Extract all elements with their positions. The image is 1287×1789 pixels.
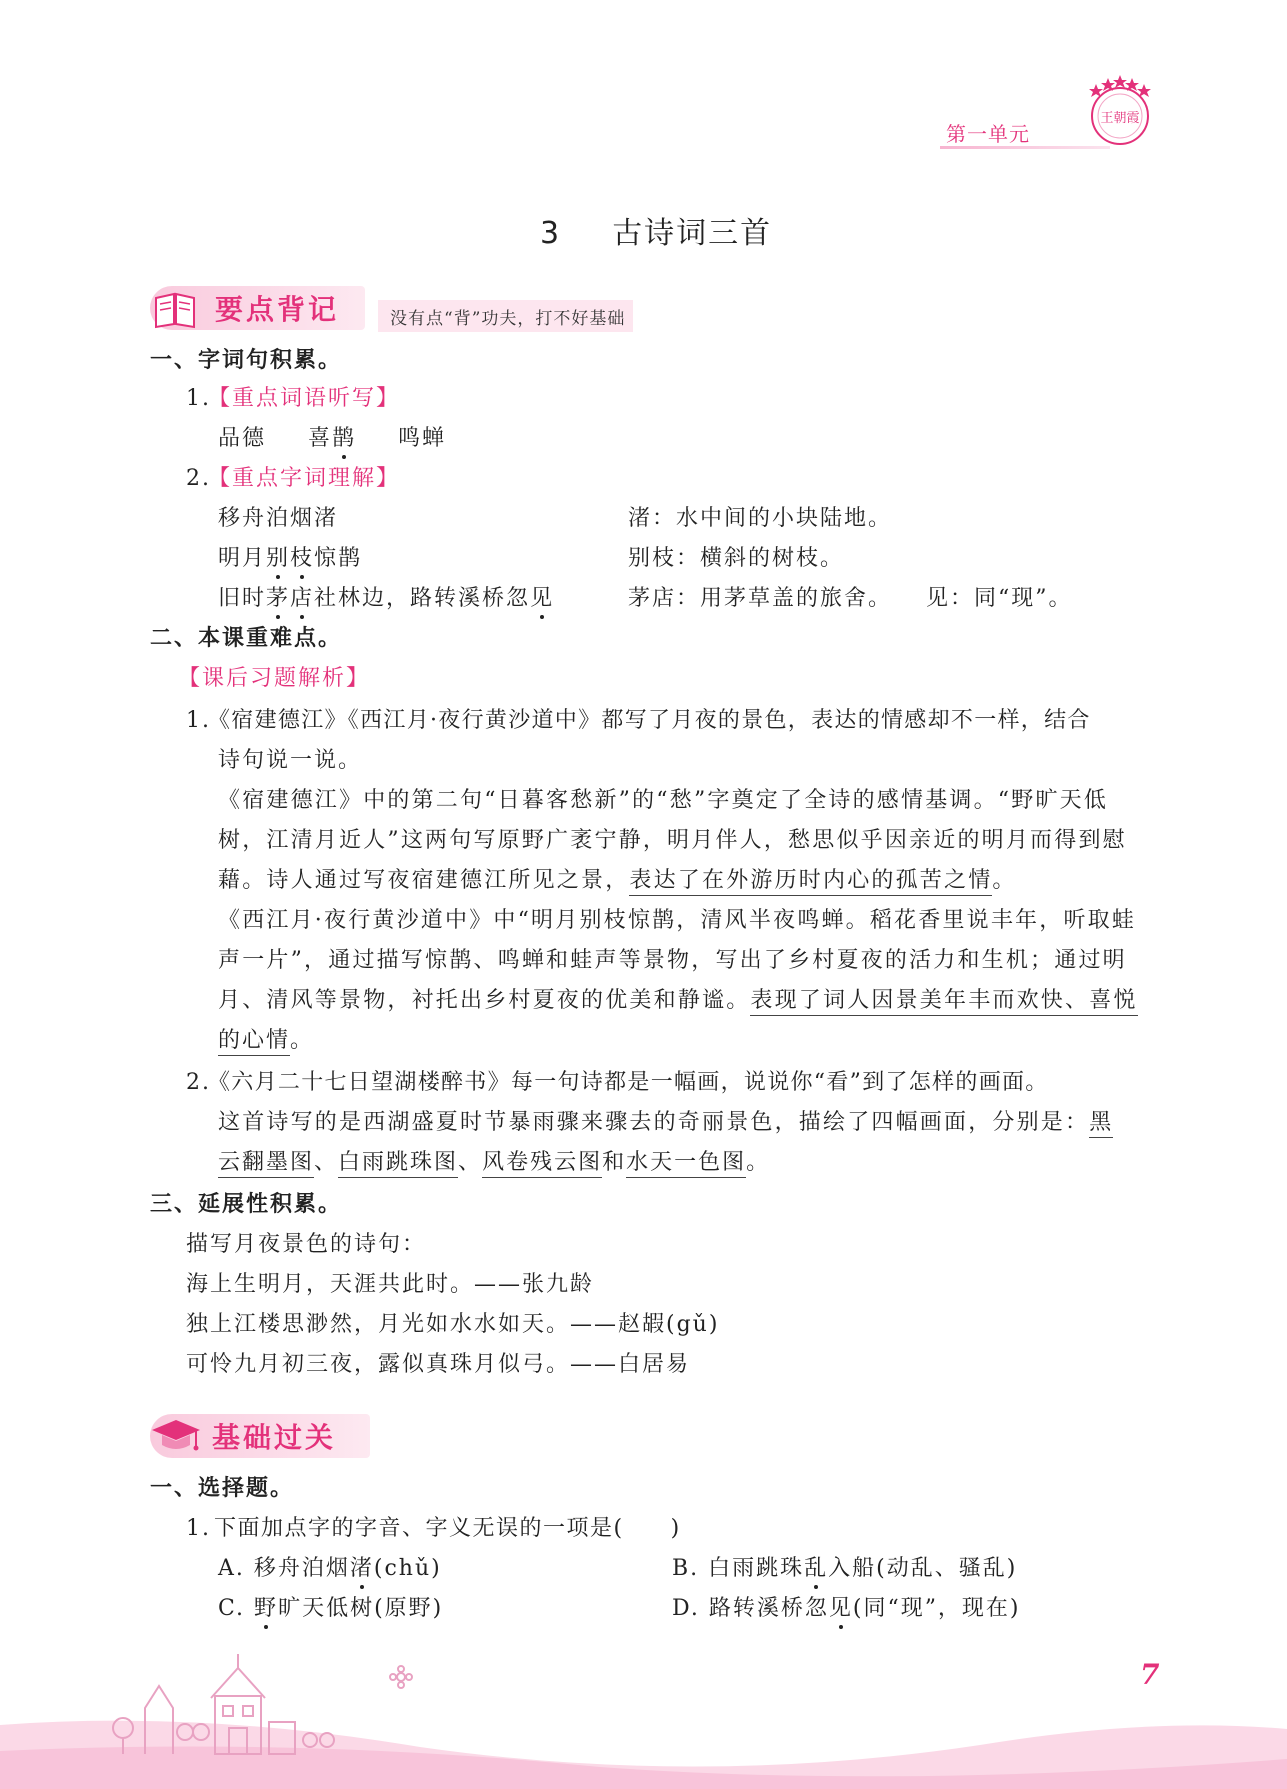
phrase-3: 旧时茅店社林边，路转溪桥忽见 xyxy=(218,584,554,614)
item1-number: 1. xyxy=(186,386,211,411)
answer3-end: 。 xyxy=(746,1150,771,1175)
answer1-line2: 树，江清月近人”这两句写原野广袤宁静，明月伴人，愁思似乎因亲近的明月而得到慰 xyxy=(218,828,1127,853)
analysis-tag: 【课后习题解析】 xyxy=(178,666,371,691)
flower-icon xyxy=(388,1664,414,1690)
answer3-line1-text: 这首诗写的是西湖盛夏时节暴雨骤来骤去的奇丽景色，描绘了四幅画面，分别是： xyxy=(218,1110,1090,1135)
choice-q-text: 下面加点字的字音、字义无误的一项是( ) xyxy=(214,1516,681,1541)
meaning-3b: 见：同“现”。 xyxy=(926,586,1073,611)
page-number: 7 xyxy=(1140,1658,1160,1691)
answer2-underline-end: 的心情 xyxy=(218,1028,290,1056)
answer1-end: 。 xyxy=(992,868,1017,893)
word-1: 品德 xyxy=(218,426,267,451)
answer2-underline: 表现了词人因景美年丰而欢快、喜悦 xyxy=(750,988,1137,1016)
section-title-key-points: 要点背记 xyxy=(215,293,340,326)
item2-number: 2. xyxy=(186,466,211,491)
q2-text: 《六月二十七日望湖楼醉书》每一句诗都是一幅画，说说你“看”到了怎样的画面。 xyxy=(208,1070,1049,1095)
answer2-line2: 声一片”，通过描写惊鹊、鸣蝉和蛙声等景物，写出了乡村夏夜的活力和生机；通过明 xyxy=(218,948,1127,973)
picture-2: 白雨跳珠图 xyxy=(338,1150,458,1178)
q1-line2: 诗句说一说。 xyxy=(218,748,363,773)
answer3-line1 xyxy=(218,1108,1113,1138)
word-3: 鸣蝉 xyxy=(398,426,447,451)
slogan: 没有点“背”功夫，打不好基础 xyxy=(390,309,626,329)
answer1-line3 xyxy=(218,866,1017,896)
item1-tag: 【重点词语听写】 xyxy=(208,386,401,411)
answer1-line3-text: 藉。诗人通过写夜宿建德江所见之景， xyxy=(218,868,630,893)
phrase-1: 移舟泊烟渚 xyxy=(218,506,339,531)
answer2-line4 xyxy=(218,1026,314,1056)
lesson-title xyxy=(540,208,772,252)
answer1-underline: 表达了在外游历时内心的孤苦之情 xyxy=(629,868,992,896)
extension-intro: 描写月夜景色的诗句： xyxy=(186,1232,427,1257)
logo-text: 王朝霞 xyxy=(1100,111,1140,126)
heading-choice: 一、选择题。 xyxy=(150,1476,295,1501)
picture-1: 云翻墨图 xyxy=(218,1150,314,1178)
picture-4: 水天一色图 xyxy=(626,1150,746,1178)
header xyxy=(930,70,1160,150)
answer2-line1: 《西江月·夜行黄沙道中》中“明月别枝惊鹊，清风半夜鸣蝉。稻花香里说丰年，听取蛙 xyxy=(218,908,1137,933)
book-icon xyxy=(150,286,200,330)
answer3-line2 xyxy=(218,1148,770,1178)
heading-key-points: 二、本课重难点。 xyxy=(150,626,343,651)
poem-1: 海上生明月，天涯共此时。——张九龄 xyxy=(186,1272,595,1297)
meaning-1: 渚：水中间的小块陆地。 xyxy=(628,506,893,531)
option-c: C. 野旷天低树(原野) xyxy=(218,1594,443,1624)
unit-label: 第一单元 xyxy=(946,122,1030,146)
answer3-underline-start: 黑 xyxy=(1089,1110,1113,1138)
option-a: A. 移舟泊烟渚(chǔ) xyxy=(218,1554,442,1584)
graduation-cap-icon xyxy=(148,1412,204,1460)
item2-tag: 【重点字词理解】 xyxy=(208,466,401,491)
choice-q-number: 1. xyxy=(186,1516,211,1541)
poem-2: 独上江楼思渺然，月光如水水如天。——赵嘏(gǔ) xyxy=(186,1312,720,1337)
q1-number: 1. xyxy=(186,708,211,733)
sep-1: 、 xyxy=(314,1150,339,1175)
answer2-end: 。 xyxy=(290,1028,315,1053)
option-b: B. 白雨跳珠乱入船(动乱、骚乱) xyxy=(672,1554,1017,1584)
heading-extension: 三、延展性积累。 xyxy=(150,1192,343,1217)
sep-2: 、 xyxy=(458,1150,483,1175)
phrase-2: 明月别枝惊鹊 xyxy=(218,544,362,574)
castle-illustration-icon xyxy=(105,1648,355,1758)
heading-word-accumulation: 一、字词句积累。 xyxy=(150,348,343,373)
option-d: D. 路转溪桥忽见(同“现”，现在) xyxy=(672,1594,1021,1624)
answer2-line3-text: 月、清风等景物，衬托出乡村夏夜的优美和静谧。 xyxy=(218,988,751,1013)
meaning-3: 茅店：用茅草盖的旅舍。 xyxy=(628,586,893,611)
word-2: 喜鹊 xyxy=(308,426,356,451)
picture-3: 风卷残云图 xyxy=(482,1150,602,1178)
poem-3: 可怜九月初三夜，露似真珠月似弓。——白居易 xyxy=(186,1352,691,1377)
dictation-words xyxy=(218,424,446,454)
logo-badge xyxy=(1080,70,1160,150)
sep-3: 和 xyxy=(602,1150,627,1175)
section-title-basics: 基础过关 xyxy=(212,1421,337,1454)
q1-line1: 《宿建德江》《西江月·夜行黄沙道中》都写了月夜的景色，表达的情感却不一样，结合 xyxy=(208,708,1091,733)
answer1-line1: 《宿建德江》中的第二句“日暮客愁新”的“愁”字奠定了全诗的感情基调。“野旷天低 xyxy=(218,788,1109,813)
lesson-number: 3 xyxy=(540,216,562,251)
answer2-line3 xyxy=(218,986,1138,1016)
q2-number: 2. xyxy=(186,1070,211,1095)
lesson-name: 古诗词三首 xyxy=(612,216,773,251)
meaning-2: 别枝：横斜的树枝。 xyxy=(628,546,845,571)
